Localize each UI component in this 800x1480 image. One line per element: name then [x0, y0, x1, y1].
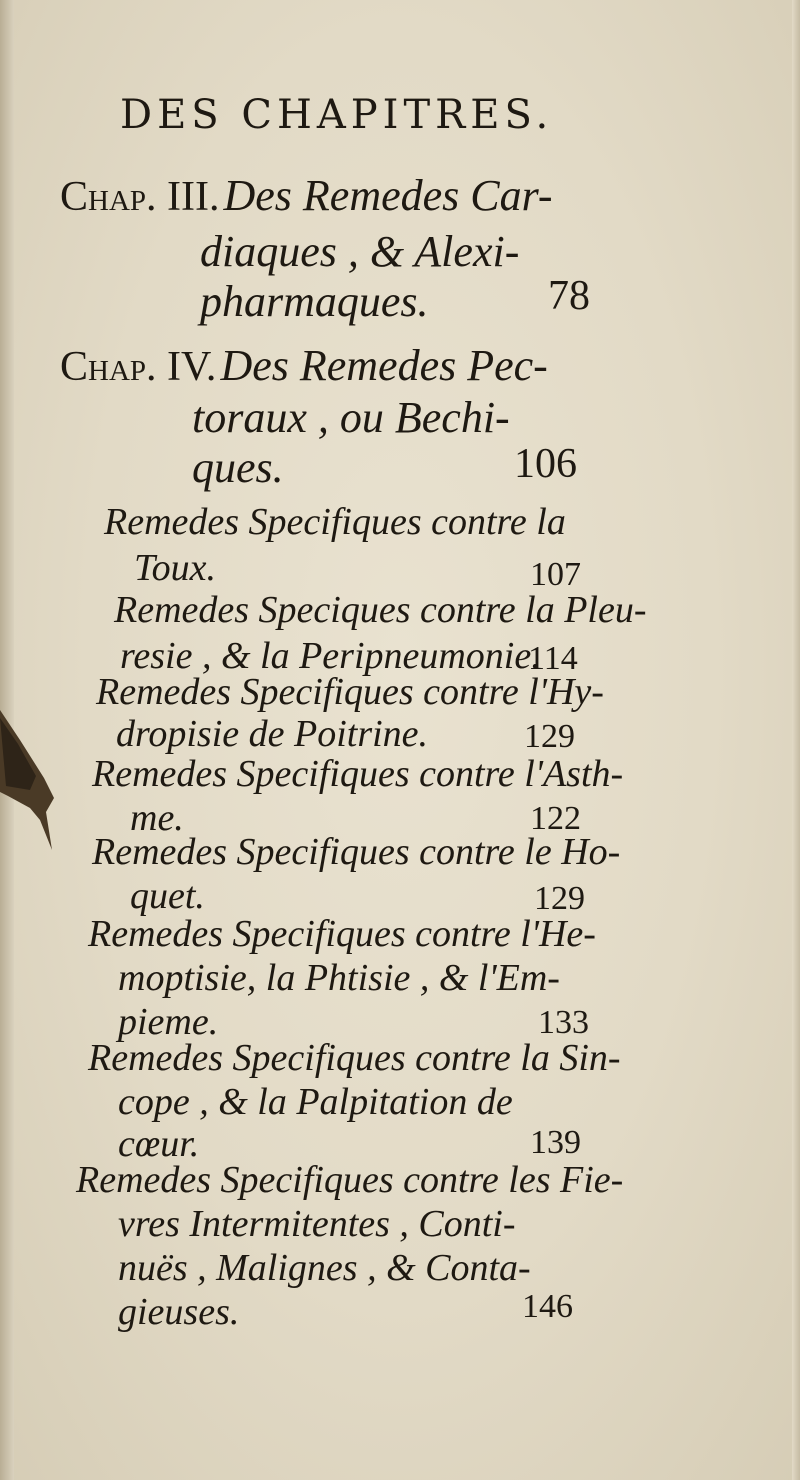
pleuresie-page: 114 [528, 640, 578, 677]
fievres-line-4: gieuses. [118, 1291, 240, 1333]
hydropisie-line-1: Remedes Specifiques contre l'Hy- [96, 671, 604, 713]
chapter-iv-title-3: ques. [192, 443, 284, 492]
toux-page: 107 [530, 556, 581, 593]
hemoptisie-line-1: Remedes Specifiques contre l'He- [88, 913, 596, 955]
chapter-iii-line-1 [60, 170, 553, 221]
chapter-iv-label: Chap. IV. [60, 344, 217, 390]
sincope-page: 139 [530, 1124, 581, 1161]
sincope-line-1: Remedes Specifiques contre la Sin- [88, 1037, 621, 1079]
fievres-page: 146 [522, 1288, 573, 1325]
hoquet-page: 129 [534, 880, 585, 917]
asthme-page: 122 [530, 800, 581, 837]
hemoptisie-page: 133 [538, 1004, 589, 1041]
chapter-iv-title-2: toraux , ou Bechi- [192, 393, 510, 442]
fievres-line-3: nuës , Malignes , & Conta- [118, 1247, 531, 1289]
asthme-line-2: me. [130, 797, 184, 839]
chapter-iii-title-3: pharmaques. [200, 277, 429, 326]
fievres-line-2: vres Intermitentes , Conti- [118, 1203, 516, 1245]
pleuresie-line-1: Remedes Speciques contre la Pleu- [114, 589, 647, 631]
hydropisie-page: 129 [524, 718, 575, 755]
hemoptisie-line-2: moptisie, la Phtisie , & l'Em- [118, 957, 560, 999]
sincope-line-3: cœur. [118, 1123, 200, 1165]
chapter-iv-title-1: Des Remedes Pec- [220, 341, 548, 390]
chapter-iii-title-1: Des Remedes Car- [223, 171, 553, 220]
chapter-iv-page: 106 [514, 441, 577, 487]
hoquet-line-1: Remedes Specifiques contre le Ho- [92, 831, 621, 873]
fievres-line-1: Remedes Specifiques contre les Fie- [76, 1159, 624, 1201]
pleuresie-line-2: resie , & la Peripneumonie. [120, 635, 541, 677]
hemoptisie-line-3: pieme. [118, 1001, 219, 1043]
chapter-iv-line-1 [60, 340, 548, 391]
page-header: DES CHAPITRES. [120, 92, 554, 138]
hydropisie-line-2: dropisie de Poitrine. [116, 713, 429, 755]
chapter-iii-title-2: diaques , & Alexi- [200, 227, 520, 276]
chapter-iii-label: Chap. III. [60, 174, 220, 220]
toux-line-2: Toux. [134, 547, 217, 589]
toux-line-1: Remedes Specifiques contre la [104, 501, 566, 543]
torn-paper-tab [0, 700, 62, 850]
page-right-edge-shadow [792, 0, 800, 1480]
sincope-line-2: cope , & la Palpitation de [118, 1081, 513, 1123]
hoquet-line-2: quet. [130, 875, 205, 917]
chapter-iii-page: 78 [548, 273, 590, 319]
asthme-line-1: Remedes Specifiques contre l'Asth- [92, 753, 624, 795]
